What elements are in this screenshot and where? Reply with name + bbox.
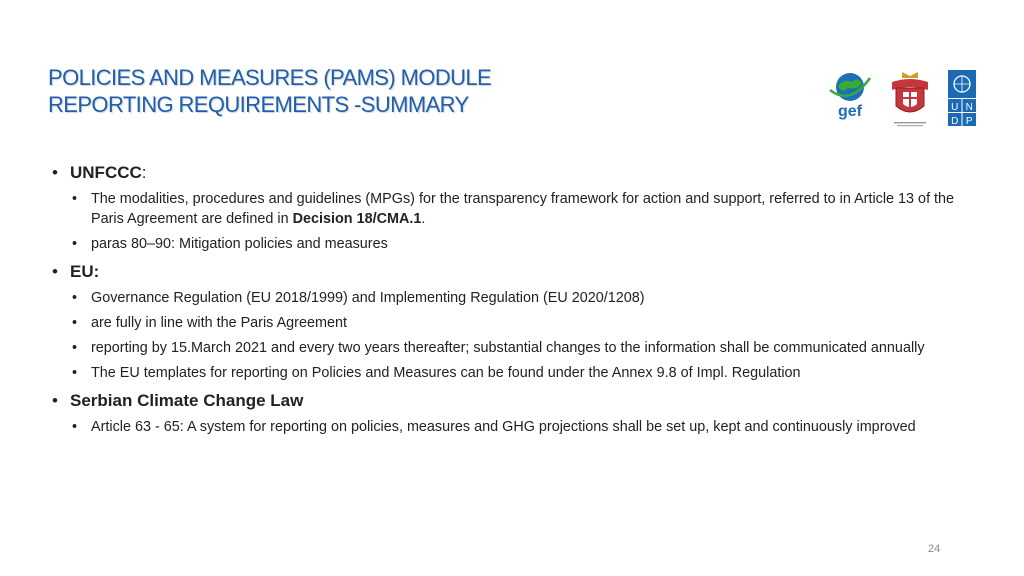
bullet-heading: EU: (70, 262, 100, 281)
page-number: 24 (928, 543, 941, 555)
bullet-unfccc (52, 162, 982, 184)
slide-body (52, 162, 982, 437)
sub-bullet (52, 234, 982, 254)
bullet-heading: UNFCCC (70, 163, 142, 182)
sub-bullet-text: The EU templates for reporting on Policies and Measures can be found under the Annex 9.8 of Impl. Regulation (91, 365, 801, 381)
sub-bullet (52, 288, 982, 308)
bullet-heading-suffix: : (141, 163, 147, 182)
sub-bullet-text-end: . (421, 211, 426, 227)
slide-title-line-1: POLICIES AND MEASURES (PAMS) MODULE (48, 65, 492, 90)
sub-bullet (52, 417, 982, 437)
undp-letter-p: P (965, 116, 973, 126)
gef-logo (826, 70, 874, 120)
sub-bullet-text: are fully in line with the Paris Agreement (91, 315, 347, 331)
gef-logo-text: gef (838, 103, 862, 120)
undp-letter-n: N (965, 102, 973, 113)
sub-bullet-text: Governance Regulation (EU 2018/1999) and Implementing Regulation (EU 2020/1208) (91, 290, 645, 306)
undp-logo (948, 70, 976, 126)
undp-letter-d: D (951, 116, 959, 126)
undp-letter-u: U (951, 102, 959, 113)
bullet-heading: Serbian Climate Change Law (70, 391, 304, 410)
sub-bullet-text: Article 63 - 65: A system for reporting on policies, measures and GHG projections shall be set up, kept and continuously improved (91, 419, 916, 435)
sub-bullet (52, 338, 982, 358)
bullet-eu (52, 261, 982, 283)
sub-bullet-text: paras 80–90: Mitigation policies and measures (91, 236, 388, 252)
sub-bullet-text: The modalities, procedures and guidelines (MPGs) for the transparency framework for action and support, referred to in Article 13 of the Paris Agreement are defined in (91, 191, 955, 227)
sub-bullet (52, 363, 982, 383)
bullet-serbian-climate-change-law (52, 390, 982, 412)
sub-bullet-text: reporting by 15.March 2021 and every two years thereafter; substantial changes to the information shall be communicated annually (91, 340, 925, 356)
slide-title-line-2: REPORTING REQUIREMENTS -SUMMARY (48, 92, 469, 117)
sub-bullet (52, 189, 982, 229)
decision-reference: Decision 18/CMA.1 (292, 211, 422, 227)
serbia-coat-of-arms-logo (888, 70, 932, 132)
partner-logos (826, 70, 976, 132)
slide-title (48, 64, 491, 118)
sub-bullet (52, 313, 982, 333)
